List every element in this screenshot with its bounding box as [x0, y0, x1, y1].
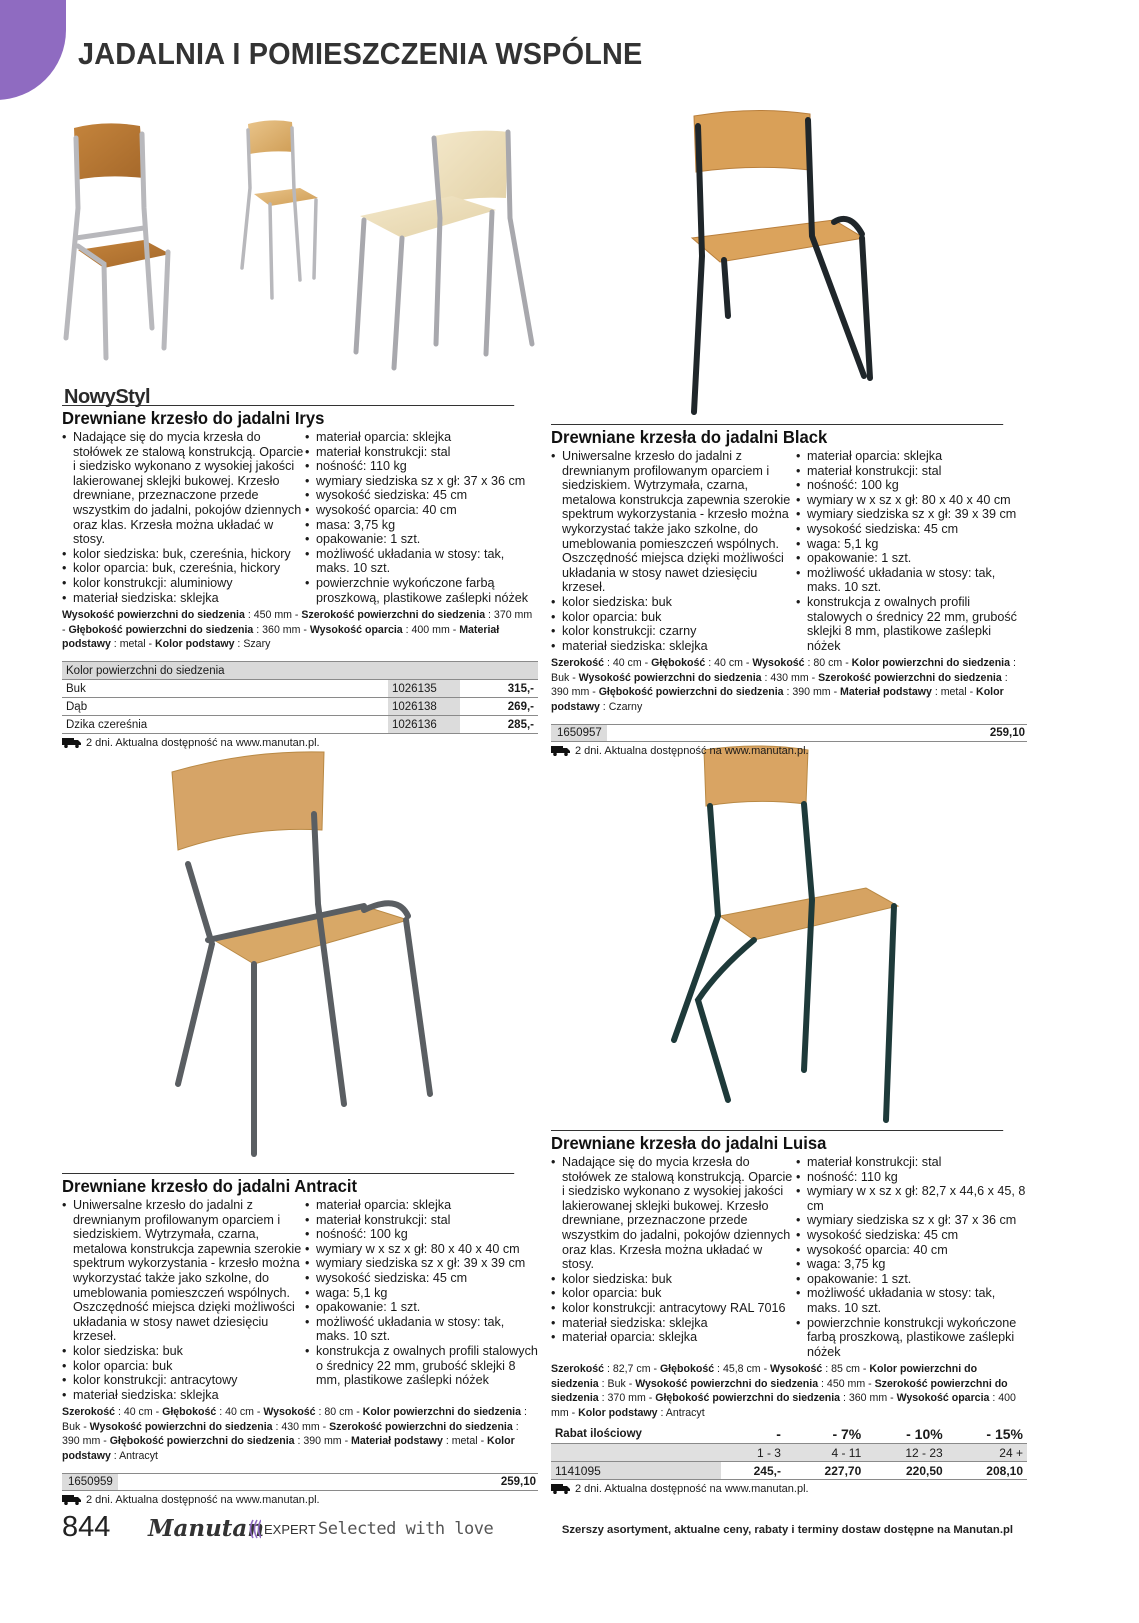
meta-key: Szerokość: [551, 657, 604, 670]
meta-value: : Buk -: [62, 1406, 527, 1433]
meta-value: : 82,7 cm -: [604, 1363, 660, 1376]
spec-item: • materiał siedziska: sklejka: [62, 591, 305, 606]
spec-item: • wysokość siedziska: 45 cm: [796, 522, 1027, 537]
meta-key: Głębokość: [651, 657, 706, 670]
spec-item: • kolor oparcia: buk: [62, 1359, 305, 1374]
manutan-logo: Manutan: [148, 1515, 265, 1542]
spec-item: • możliwość układania w stosy: tak, maks. 10 szt.: [305, 1315, 538, 1344]
spec-item: • materiał oparcia: sklejka: [551, 1330, 796, 1345]
meta-value: : 80 cm -: [804, 657, 852, 670]
meta-key: Wysokość powierzchni do siedzenia: [635, 1377, 819, 1390]
meta-value: : 40 cm -: [705, 657, 753, 670]
spec-list-left: [551, 449, 796, 653]
meta-key: Wysokość: [770, 1363, 823, 1376]
meta-key: Głębokość powierzchni do siedzenia: [109, 1435, 295, 1448]
meta-key: Materiał podstawy: [840, 686, 932, 699]
delivery-info: [62, 1493, 538, 1507]
meta-value: : 360 mm -: [840, 1392, 897, 1405]
meta-value: : 45,8 cm -: [714, 1363, 771, 1376]
spec-item: • nośność: 100 kg: [305, 1227, 538, 1242]
variant-price: 315,-: [460, 680, 538, 698]
product-black: [551, 424, 1027, 758]
spec-item: • kolor siedziska: buk: [62, 1344, 305, 1359]
spec-item: • Nadające się do mycia krzesła do stołówek ze stalową konstrukcją. Oparcie i siedzisko wykonano z wysokiej jakości lakierowanej sklejki bukowej. Krzesło drewniane, przeznaczone przede wszystkim do jadalni, pokojów dziennych oraz klas. Krzesła można układać w stosy.: [551, 1155, 796, 1272]
spec-item: • materiał siedziska: sklejka: [551, 639, 796, 654]
meta-key: Szerokość powierzchni do siedzenia: [551, 1377, 1008, 1405]
meta-value: : Czarny: [599, 700, 643, 713]
spec-item: • konstrukcja z owalnych profili stalowych o średnicy 22 mm, grubość sklejki 8 mm, plastikowe zaślepki nóżek: [796, 595, 1027, 653]
variant-ref: 1026135: [388, 680, 460, 698]
meta-key: Szerokość powierzchni do siedzenia: [329, 1420, 513, 1433]
spec-item: • możliwość układania w stosy: tak, maks. 10 szt.: [305, 547, 538, 576]
product-irys: [62, 405, 538, 750]
meta-specs: [551, 1362, 1027, 1420]
meta-key: Głębokość powierzchni do siedzenia: [598, 686, 784, 699]
price-cell: 245,-: [721, 1462, 785, 1480]
black-chair-photo: [664, 106, 928, 420]
product-title: Drewniane krzesło do jadalni Irys: [62, 405, 514, 429]
table-header: Kolor powierzchni do siedzenia: [62, 662, 538, 680]
meta-value: : 370 mm -: [62, 609, 533, 636]
table-row[interactable]: [62, 716, 538, 734]
spec-item: • kolor konstrukcji: antracytowy: [62, 1373, 305, 1388]
delivery-text: 2 dni. Aktualna dostępność na www.manutan.pl.: [575, 744, 809, 757]
spec-item: • wymiary siedziska sz x gł: 37 x 36 cm: [796, 1213, 1027, 1228]
spec-list-left: [62, 1198, 305, 1402]
truck-icon: [551, 1484, 570, 1494]
spec-list-left: [551, 1155, 796, 1359]
spec-item: • opakowanie: 1 szt.: [796, 551, 1027, 566]
meta-key: Wysokość powierzchni do siedzenia: [89, 1420, 273, 1433]
product-price: 259,10: [989, 726, 1025, 739]
meta-value: : Buk -: [551, 657, 1016, 684]
delivery-info: [62, 736, 538, 750]
spec-item: • Nadające się do mycia krzesła do stołówek ze stalową konstrukcją. Oparcie i siedzisko wykonano z wysokiej jakości lakierowanej sklejki bukowej. Krzesło drewniane, przeznaczone przede wszystkim do jadalni, pokojów dziennych oraz klas. Krzesła można układać w stosy.: [62, 430, 305, 547]
expert-label: EXPERT: [264, 1522, 316, 1537]
spec-item: • Uniwersalne krzesło do jadalni z drewnianym profilowanym oparciem i siedziskiem. Wytrzymała, czarna, metalowa konstrukcja zapewnia szerokie spektrum wykorzystania - krzesło można wykorzystać także jako szkolne, do umeblowania pomieszczeń wspólnych. Oszczędność miejsca dzięki możliwości układania w stosy nawet dziesięciu krzeseł.: [62, 1198, 305, 1344]
meta-key: Kolor podstawy: [551, 686, 1004, 713]
variant-ref: 1026138: [388, 698, 460, 716]
price-cell: 227,70: [785, 1462, 865, 1480]
quantity-discount-table: [551, 1426, 1027, 1481]
price-row[interactable]: [551, 724, 1027, 742]
meta-key: Kolor powierzchni do siedzenia: [551, 1363, 978, 1390]
meta-key: Szerokość: [551, 1363, 604, 1376]
spec-item: • wysokość siedziska: 45 cm: [305, 1271, 538, 1286]
meta-specs: [62, 1405, 538, 1463]
variant-name: Dąb: [62, 698, 388, 716]
meta-specs: [551, 656, 1027, 714]
table-row[interactable]: [62, 680, 538, 698]
truck-icon: [62, 1495, 81, 1505]
meta-value: : 40 cm -: [115, 1406, 163, 1419]
table-row[interactable]: [62, 698, 538, 716]
footer-note: [562, 1524, 1013, 1536]
meta-value: : 390 mm -: [62, 1420, 519, 1448]
slogan: Selected with love: [318, 1519, 494, 1539]
empty-cell: [551, 1444, 721, 1462]
meta-key: Materiał podstawy: [62, 623, 500, 650]
price-cell: 220,50: [865, 1462, 946, 1480]
product-ref: 1650959: [62, 1474, 118, 1490]
variant-name: Dzika czereśnia: [62, 716, 388, 734]
meta-key: Kolor podstawy: [155, 637, 235, 650]
spec-item: • kolor konstrukcji: aluminiowy: [62, 576, 305, 591]
meta-value: : 40 cm -: [216, 1406, 264, 1419]
spec-item: • materiał konstrukcji: stal: [796, 1155, 1027, 1170]
delivery-text: 2 dni. Aktualna dostępność na www.manutan.pl.: [575, 1483, 809, 1496]
meta-key: Szerokość: [62, 1406, 115, 1419]
spec-list-right: [796, 1155, 1027, 1359]
spec-item: • waga: 5,1 kg: [305, 1286, 538, 1301]
meta-value: : 430 mm -: [761, 671, 819, 684]
truck-icon: [62, 738, 81, 748]
spec-item: • wysokość oparcia: 40 cm: [305, 503, 538, 518]
meta-value: : 390 mm -: [783, 686, 841, 699]
quantity-cell: 24 +: [947, 1444, 1027, 1462]
luisa-chair-photo: [658, 740, 948, 1130]
meta-key: Kolor powierzchni do siedzenia: [362, 1406, 522, 1419]
meta-key: Wysokość powierzchni do siedzenia: [62, 609, 245, 622]
delivery-info: [551, 744, 1027, 758]
spec-item: • opakowanie: 1 szt.: [305, 1300, 538, 1315]
spec-item: • kolor siedziska: buk, czereśnia, hickory: [62, 547, 305, 562]
spec-item: • wymiary w x sz x gł: 80 x 40 x 40 cm: [796, 493, 1027, 508]
meta-value: : Szary: [234, 637, 271, 650]
spec-item: • możliwość układania w stosy: tak, maks. 10 szt.: [796, 1286, 1027, 1315]
spec-item: • nośność: 100 kg: [796, 478, 1027, 493]
spec-list-right: [305, 1198, 538, 1402]
discount-cell: -: [721, 1426, 785, 1444]
discount-cell: - 7%: [785, 1426, 865, 1444]
spec-item: • materiał konstrukcji: stal: [305, 445, 538, 460]
spec-item: • nośność: 110 kg: [796, 1170, 1027, 1185]
meta-value: : 450 mm -: [244, 609, 302, 622]
page-title: JADALNIA I POMIESZCZENIA WSPÓLNE: [78, 36, 643, 71]
footer-note-text: Szerszy asortyment, aktualne ceny, rabaty i terminy dostaw dostępne na: [561, 1524, 954, 1536]
meta-key: Szerokość powierzchni do siedzenia: [301, 609, 486, 622]
meta-value: : 400 mm -: [551, 1392, 1016, 1419]
meta-key: Kolor podstawy: [578, 1406, 658, 1419]
meta-key: Kolor powierzchni do siedzenia: [851, 657, 1011, 670]
meta-value: : 400 mm -: [402, 623, 460, 636]
meta-value: : 85 cm -: [822, 1363, 870, 1376]
meta-value: : 370 mm -: [598, 1392, 656, 1405]
spec-item: • wymiary w x sz x gł: 80 x 40 x 40 cm: [305, 1242, 538, 1257]
spec-item: • wysokość siedziska: 45 cm: [796, 1228, 1027, 1243]
manutan-waves-icon: [247, 1518, 261, 1540]
meta-value: : Antracyt: [657, 1406, 705, 1419]
spec-list-left: [62, 430, 305, 605]
meta-value: : metal -: [931, 686, 977, 699]
meta-key: Głębokość powierzchni do siedzenia: [68, 623, 254, 636]
spec-item: • materiał siedziska: sklejka: [62, 1388, 305, 1403]
spec-item: • wymiary w x sz x gł: 82,7 x 44,6 x 45, 8 cm: [796, 1184, 1027, 1213]
discount-cell: - 15%: [947, 1426, 1027, 1444]
meta-value: : 450 mm -: [818, 1377, 875, 1390]
spec-item: • wymiary siedziska sz x gł: 37 x 36 cm: [305, 474, 538, 489]
price-row[interactable]: [62, 1473, 538, 1491]
product-title: Drewniane krzesła do jadalni Luisa: [551, 1130, 1003, 1154]
variant-price: 269,-: [460, 698, 538, 716]
spec-item: • masa: 3,75 kg: [305, 518, 538, 533]
footer-note-link[interactable]: Manutan.pl: [953, 1524, 1013, 1536]
rabat-label: Rabat ilościowy: [551, 1426, 721, 1444]
spec-item: • kolor siedziska: buk: [551, 1272, 796, 1287]
spec-item: • materiał oparcia: sklejka: [305, 430, 538, 445]
spec-item: • powierzchnie konstrukcji wykończone farbą proszkową, plastikowe zaślepki nóżek: [796, 1316, 1027, 1360]
meta-key: Materiał podstawy: [351, 1435, 443, 1448]
quantity-cell: 4 - 11: [785, 1444, 865, 1462]
spec-item: • kolor konstrukcji: czarny: [551, 624, 796, 639]
meta-value: : 360 mm -: [253, 623, 310, 636]
delivery-info: [551, 1482, 1027, 1496]
nowystyl-logo: NowyStyl: [64, 386, 151, 408]
antracit-chair-photo: [168, 744, 458, 1160]
spec-item: • wysokość oparcia: 40 cm: [796, 1243, 1027, 1258]
meta-key: Wysokość: [752, 657, 805, 670]
spec-item: • powierzchnie wykończone farbą proszkową, plastikowe zaślepki nóżek: [305, 576, 538, 605]
meta-key: Wysokość oparcia: [309, 623, 403, 636]
spec-item: • opakowanie: 1 szt.: [796, 1272, 1027, 1287]
variant-price: 285,-: [460, 716, 538, 734]
product-luisa: [551, 1130, 1027, 1496]
meta-key: Wysokość oparcia: [896, 1392, 990, 1405]
spec-item: • kolor siedziska: buk: [551, 595, 796, 610]
meta-key: Wysokość: [263, 1406, 316, 1419]
quantity-cell: 12 - 23: [865, 1444, 946, 1462]
delivery-text: 2 dni. Aktualna dostępność na www.manutan.pl.: [86, 737, 320, 750]
meta-value: : 80 cm -: [315, 1406, 363, 1419]
product-ref: 1650957: [551, 725, 607, 741]
meta-key: Kolor podstawy: [62, 1435, 515, 1462]
spec-item: • kolor oparcia: buk: [551, 1286, 796, 1301]
meta-key: Głębokość: [659, 1363, 715, 1376]
spec-item: • konstrukcja z owalnych profili stalowych o średnicy 22 mm, grubość sklejki 8 mm, plastikowe zaślepki nóżek: [305, 1344, 538, 1388]
spec-list-right: [305, 430, 538, 605]
meta-value: : metal -: [110, 637, 156, 650]
spec-item: • kolor oparcia: buk, czereśnia, hickory: [62, 561, 305, 576]
meta-key: Głębokość powierzchni do siedzenia: [655, 1392, 841, 1405]
spec-item: • kolor oparcia: buk: [551, 610, 796, 625]
product-price: 259,10: [500, 1475, 536, 1488]
spec-item: • opakowanie: 1 szt.: [305, 532, 538, 547]
spec-item: • waga: 5,1 kg: [796, 537, 1027, 552]
price-cell: 208,10: [947, 1462, 1027, 1480]
meta-value: : metal -: [442, 1435, 488, 1448]
meta-value: : 430 mm -: [272, 1420, 330, 1433]
spec-item: • kolor konstrukcji: antracytowy RAL 7016: [551, 1301, 796, 1316]
product-title: Drewniane krzesła do jadalni Black: [551, 424, 1003, 448]
variant-ref: 1026136: [388, 716, 460, 734]
product-ref: 1141095: [551, 1462, 721, 1480]
product-antracit: [62, 1173, 538, 1507]
price-row[interactable]: [551, 1462, 1027, 1480]
meta-key: Głębokość: [162, 1406, 217, 1419]
meta-key: Szerokość powierzchni do siedzenia: [818, 671, 1002, 684]
truck-icon: [551, 746, 570, 756]
spec-item: • materiał oparcia: sklejka: [796, 449, 1027, 464]
spec-item: • materiał siedziska: sklejka: [551, 1316, 796, 1331]
spec-item: • waga: 3,75 kg: [796, 1257, 1027, 1272]
spec-item: • materiał oparcia: sklejka: [305, 1198, 538, 1213]
spec-item: • Uniwersalne krzesło do jadalni z drewnianym profilowanym oparciem i siedziskiem. Wytrzymała, czarna, metalowa konstrukcja zapewnia szerokie spektrum wykorzystania - krzesło można wykorzystać także jako szkolne, do umeblowania pomieszczeń wspólnych. Oszczędność miejsca dzięki możliwości układania w stosy nawet dziesięciu krzeseł.: [551, 449, 796, 595]
quantity-cell: 1 - 3: [721, 1444, 785, 1462]
spec-item: • wysokość siedziska: 45 cm: [305, 488, 538, 503]
spec-item: • materiał konstrukcji: stal: [305, 1213, 538, 1228]
variants-table: [62, 661, 538, 734]
page-number: 844: [62, 1511, 111, 1543]
spec-item: • wymiary siedziska sz x gł: 39 x 39 cm: [796, 507, 1027, 522]
meta-value: : 40 cm -: [604, 657, 652, 670]
delivery-text: 2 dni. Aktualna dostępność na www.manutan.pl.: [86, 1493, 320, 1506]
irys-chairs-photo: [56, 108, 538, 380]
meta-value: : 390 mm -: [551, 671, 1008, 699]
spec-item: • nośność: 110 kg: [305, 459, 538, 474]
meta-value: : 390 mm -: [294, 1435, 352, 1448]
spec-item: • materiał konstrukcji: stal: [796, 464, 1027, 479]
corner-accent: [0, 0, 66, 100]
spec-list-right: [796, 449, 1027, 653]
spec-item: • wymiary siedziska sz x gł: 39 x 39 cm: [305, 1256, 538, 1271]
meta-value: : Buk -: [598, 1377, 636, 1390]
meta-specs: [62, 608, 538, 651]
spec-item: • możliwość układania w stosy: tak, maks. 10 szt.: [796, 566, 1027, 595]
discount-cell: - 10%: [865, 1426, 946, 1444]
meta-value: : Antracyt: [110, 1449, 158, 1462]
product-title: Drewniane krzesło do jadalni Antracit: [62, 1173, 514, 1197]
meta-key: Wysokość powierzchni do siedzenia: [578, 671, 762, 684]
variant-name: Buk: [62, 680, 388, 698]
